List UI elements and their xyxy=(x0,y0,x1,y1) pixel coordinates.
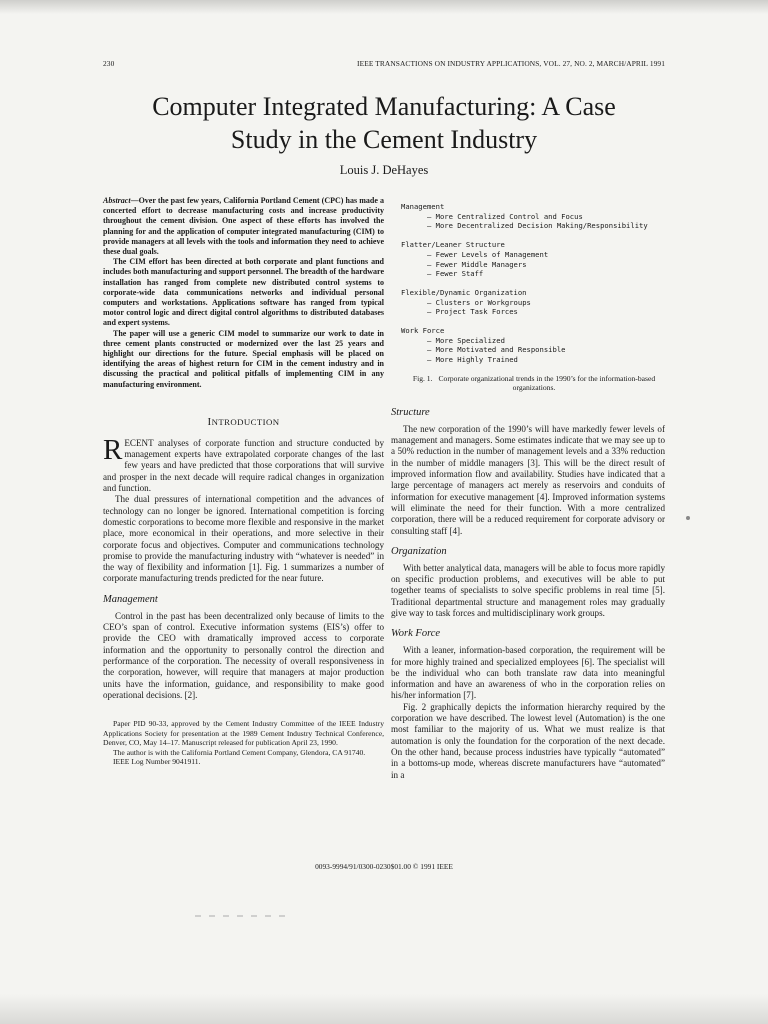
title-line-2: Study in the Cement Industry xyxy=(230,125,538,154)
figure-group-title: Management xyxy=(401,202,445,211)
structure-body xyxy=(391,424,665,537)
figure-1-caption xyxy=(391,374,665,393)
figure-item: – More Centralized Control and Focus xyxy=(427,211,583,221)
figure-item: – Fewer Levels of Management xyxy=(427,249,549,259)
figure-1 xyxy=(401,202,665,365)
abstract-paragraph-1 xyxy=(103,196,384,257)
figure-group-title: Work Force xyxy=(401,326,445,336)
figure-group-organization xyxy=(401,288,665,317)
abstract-text-1: —Over the past few years, California Portland Cement (CPC) has made a concerted effort to decrease manufacturing costs and increase productivity throughout the cement division. One aspect of these efforts has involved the planning for and the application of computer integrated manufacturing (CIM) to provide managers at all levels with the tools and information they need to achieve these dual goals. xyxy=(103,196,384,257)
figure-group-structure xyxy=(401,240,665,279)
author-name: Louis J. DeHayes xyxy=(339,163,429,177)
figure-item: – Fewer Staff xyxy=(427,269,484,279)
introduction-heading xyxy=(103,416,384,428)
organization-paragraph-1: With better analytical data, managers will be able to focus more rapidly on specific production problems, and executives will be able to put together teams of specialists to solve specific problems in real time [5]. Traditional departmental structure and management roles may gradually give way to task forces and multidisciplinary work groups. xyxy=(391,562,665,618)
footnote-paper-info: Paper PID 90-33, approved by the Cement Industry Committee of the IEEE Industry Applications Society for presentation at the 1989 Cement Industry Technical Conference, Denver, CO, May 14–17. Manuscript released for publication April 23, 1990. xyxy=(103,719,384,748)
figure-group-work-force xyxy=(401,326,665,365)
scan-shadow-bottom xyxy=(0,994,768,1024)
figure-item: – More Highly Trained xyxy=(427,355,518,365)
footnote-author-affiliation: The author is with the California Portland Cement Company, Glendora, CA 91740. xyxy=(113,747,366,757)
abstract-paragraph-2: The CIM effort has been directed at both corporate and plant functions and includes both manufacturing and support personnel. The breadth of the hardware installation has ranged from complete new distributed control systems to corporate-wide data communications networks and individual personal computers and workstations. Applications software has ranged from typical motor control logic and direct digital control algorithms to distributed databases and expert systems. xyxy=(103,257,384,328)
footnote-log-number: IEEE Log Number 9041911. xyxy=(113,757,201,767)
introduction-heading-cap: I xyxy=(207,415,212,428)
figure-group-title: Flatter/Leaner Structure xyxy=(401,240,505,250)
organization-body xyxy=(391,563,665,619)
introduction-paragraph-1 xyxy=(103,433,384,494)
right-column xyxy=(391,202,665,781)
journal-running-head: IEEE TRANSACTIONS ON INDUSTRY APPLICATIONS, VOL. 27, NO. 2, MARCH/APRIL 1991 xyxy=(357,59,665,68)
footnotes xyxy=(103,719,384,767)
structure-heading: Structure xyxy=(391,406,430,418)
organization-heading: Organization xyxy=(391,545,447,557)
figure-item: – Project Task Forces xyxy=(427,307,518,317)
management-body xyxy=(103,611,384,701)
title-line-1: Computer Integrated Manufacturing: A Case xyxy=(152,92,616,121)
figure-item: – Clusters or Workgroups xyxy=(427,297,531,307)
figure-item: – More Motivated and Responsible xyxy=(427,345,566,355)
work-force-heading: Work Force xyxy=(391,628,441,640)
work-force-paragraph-2: Fig. 2 graphically depicts the information hierarchy required by the corporation we have described. The lowest level (Automation) is the one most familiar to the majority of us. What we must realize is that automation is only the foundation for the corporation of the next decade. On the other hand, because process industries have typically “automated” in a bottoms-up mode, whereas discrete manufacturers have “automated” in a xyxy=(391,701,665,780)
abstract-lead: Abstract xyxy=(103,196,131,205)
figure-caption-text: Corporate organizational trends in the 1990’s for the information-based organizations. xyxy=(438,373,656,393)
figure-item: – Fewer Middle Managers xyxy=(427,259,527,269)
abstract xyxy=(103,196,384,390)
figure-item: – More Decentralized Decision Making/Responsibility xyxy=(427,221,648,231)
introduction-text-1: ECENT analyses of corporate function and structure conducted by management experts have extrapolated corporate changes of the last few years and have predicted that those corporations that will survive and prosper in the next decade will require radical changes in organization and function. xyxy=(103,437,384,494)
figure-group-management xyxy=(401,202,665,231)
scan-artifact xyxy=(195,915,285,917)
page-number: 230 xyxy=(103,59,115,68)
paper-title xyxy=(103,90,665,156)
figure-group-title: Flexible/Dynamic Organization xyxy=(401,287,527,297)
scan-speck xyxy=(686,516,690,520)
scan-shadow-top xyxy=(0,0,768,14)
introduction-heading-rest: NTRODUCTION xyxy=(211,416,280,427)
introduction-body xyxy=(103,433,384,585)
drop-cap: R xyxy=(103,433,123,466)
abstract-paragraph-3: The paper will use a generic CIM model to summarize our work to date in three cement plants constructed or modernized over the last 25 years and highlight our directions for the future. Special emphasis will be placed on identifying the areas of highest return for CIM in the cement industry and in discussing the practical and political pitfalls of implementing CIM in any manufacturing environment. xyxy=(103,328,384,389)
copyright-footer: 0093-9994/91/0300-0230$01.00 © 1991 IEEE xyxy=(315,862,453,871)
structure-paragraph-1: The new corporation of the 1990’s will have markedly fewer levels of management and managers. Some estimates indicate that we may see up to a 50% reduction in the number of management levels and a 33% reduction in the number of middle managers [3]. This will be the direct result of improved information flow and availability. Studies have indicated that a large percentage of managers act merely as reservoirs and conduits of information for executive management [4]. Improved information systems will eliminate the need for their function. With a more centralized corporation, there will be a reduced requirement for corporate advisory or consulting staff [4]. xyxy=(391,423,665,536)
introduction-paragraph-2: The dual pressures of international competition and the advances of technology can no longer be ignored. International competition is forcing domestic corporations to become more flexible and responsive in the market place, more economical in their operations, and more selective in their corporate focus and objectives. Computer and communications technology promise to provide the manufacturing industry with “whatever is needed” in the way of flexibility and information [1]. Fig. 1 summarizes a number of corporate manufacturing trends predicted for the near future. xyxy=(103,494,384,584)
management-heading: Management xyxy=(103,593,158,605)
left-column xyxy=(103,196,384,767)
management-paragraph-1: Control in the past has been decentralized only because of limits to the CEO’s span of control. Executive information systems (EIS’s) offer to provide the CEO with dramatically improved access to corporate information and the opportunity to personally control the direction and performance of the corporation. The necessity of overall responsiveness in the corporation, however, will require that managers at major production units have the information, guidance, and responsibility to make good operational decisions. [2]. xyxy=(103,610,384,700)
work-force-body xyxy=(391,645,665,781)
figure-item: – More Specialized xyxy=(427,335,505,345)
work-force-paragraph-1: With a leaner, information-based corporation, the requirement will be for more highly trained and specialized employees [6]. The specialist will be the individual who can both translate raw data into meaningful information and have an awareness of who in the corporation relies on his/her information [7]. xyxy=(391,645,665,701)
figure-caption-label: Fig. 1. xyxy=(412,373,433,383)
